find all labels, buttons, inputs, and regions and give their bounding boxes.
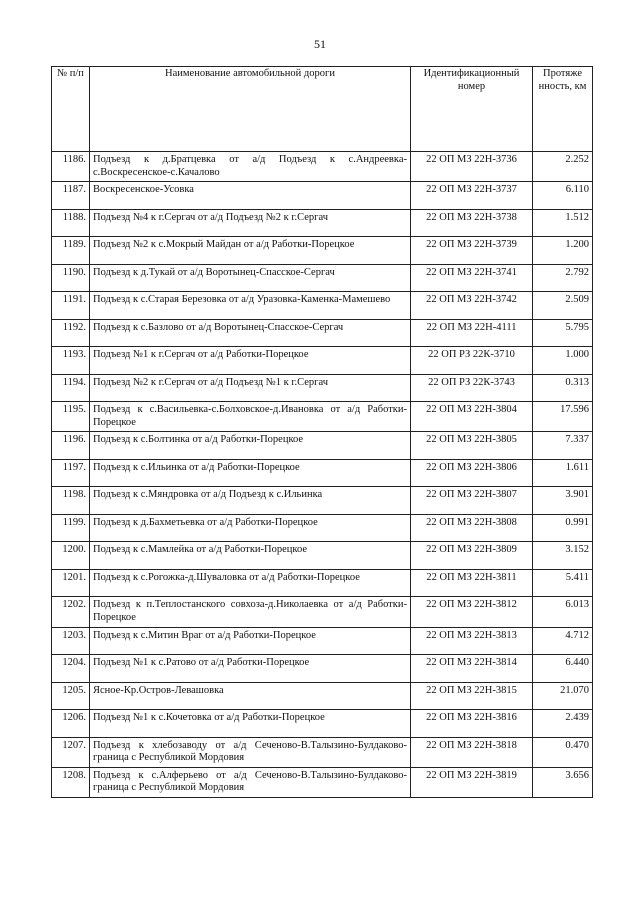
cell-length: 3.901 [533, 487, 593, 515]
cell-road-name: Подъезд к хлебозаводу от а/д Сеченово-В.Талызино-Булдаково-граница с Республикой Мордовия [90, 737, 411, 767]
cell-number: 1202. [52, 597, 90, 627]
cell-number: 1205. [52, 682, 90, 710]
cell-length: 2.252 [533, 152, 593, 182]
table-row [52, 737, 593, 767]
cell-identifier: 22 ОП МЗ 22Н-3806 [411, 459, 533, 487]
cell-road-name: Подъезд к с.Алферьево от а/д Сеченово-В.Талызино-Булдаково-граница с Республикой Мордовия [90, 767, 411, 797]
cell-road-name: Подъезд №1 к с.Кочетовка от а/д Работки-Порецкое [90, 710, 411, 738]
cell-identifier: 22 ОП МЗ 22Н-3741 [411, 264, 533, 292]
cell-identifier: 22 ОП МЗ 22Н-3815 [411, 682, 533, 710]
cell-road-name: Ясное-Кр.Остров-Левашовка [90, 682, 411, 710]
cell-identifier: 22 ОП МЗ 22Н-3818 [411, 737, 533, 767]
table-row [52, 767, 593, 797]
cell-number: 1206. [52, 710, 90, 738]
cell-number: 1187. [52, 182, 90, 210]
cell-identifier: 22 ОП МЗ 22Н-3811 [411, 569, 533, 597]
cell-identifier: 22 ОП МЗ 22Н-3742 [411, 292, 533, 320]
cell-identifier: 22 ОП МЗ 22Н-3819 [411, 767, 533, 797]
table-row [52, 374, 593, 402]
cell-length: 17.596 [533, 402, 593, 432]
cell-road-name: Подъезд к с.Старая Березовка от а/д Уразовка-Каменка-Мамешево [90, 292, 411, 320]
cell-length: 7.337 [533, 432, 593, 460]
cell-number: 1190. [52, 264, 90, 292]
cell-number: 1189. [52, 237, 90, 265]
cell-road-name: Подъезд к п.Теплостанского совхоза-д.Николаевка от а/д Работки-Порецкое [90, 597, 411, 627]
cell-identifier: 22 ОП МЗ 22Н-3812 [411, 597, 533, 627]
cell-road-name: Подъезд №4 к г.Сергач от а/д Подъезд №2 к г.Сергач [90, 209, 411, 237]
cell-length: 1.611 [533, 459, 593, 487]
cell-identifier: 22 ОП РЗ 22К-3743 [411, 374, 533, 402]
cell-length: 21.070 [533, 682, 593, 710]
cell-road-name: Подъезд к с.Болтинка от а/д Работки-Порецкое [90, 432, 411, 460]
table-row [52, 152, 593, 182]
table-row [52, 514, 593, 542]
cell-length: 1.000 [533, 347, 593, 375]
table-row [52, 655, 593, 683]
table-body [52, 152, 593, 798]
cell-length: 5.411 [533, 569, 593, 597]
table-row [52, 569, 593, 597]
cell-road-name: Подъезд №2 к с.Мокрый Майдан от а/д Работки-Порецкое [90, 237, 411, 265]
table-row [52, 347, 593, 375]
cell-road-name: Подъезд к с.Митин Враг от а/д Работки-Порецкое [90, 627, 411, 655]
cell-number: 1198. [52, 487, 90, 515]
cell-identifier: 22 ОП МЗ 22Н-3809 [411, 542, 533, 570]
page-number: 51 [314, 37, 326, 51]
cell-road-name: Подъезд к с.Ильинка от а/д Работки-Порецкое [90, 459, 411, 487]
cell-length: 0.313 [533, 374, 593, 402]
cell-road-name: Подъезд к с.Васильевка-с.Болховское-д.Ивановка от а/д Работки-Порецкое [90, 402, 411, 432]
table-row [52, 682, 593, 710]
cell-road-name: Подъезд №2 к г.Сергач от а/д Подъезд №1 к г.Сергач [90, 374, 411, 402]
table-row [52, 627, 593, 655]
cell-length: 2.792 [533, 264, 593, 292]
cell-road-name: Подъезд к д.Бахметьевка от а/д Работки-Порецкое [90, 514, 411, 542]
cell-identifier: 22 ОП МЗ 22Н-3736 [411, 152, 533, 182]
cell-road-name: Подъезд к д.Тукай от а/д Воротынец-Спасское-Сергач [90, 264, 411, 292]
cell-length: 6.013 [533, 597, 593, 627]
cell-number: 1192. [52, 319, 90, 347]
table-row [52, 402, 593, 432]
cell-road-name: Подъезд к с.Мяндровка от а/д Подъезд к с.Ильинка [90, 487, 411, 515]
cell-length: 5.795 [533, 319, 593, 347]
cell-road-name: Подъезд к с.Базлово от а/д Воротынец-Спасское-Сергач [90, 319, 411, 347]
cell-length: 3.656 [533, 767, 593, 797]
table-row [52, 432, 593, 460]
table-row [52, 292, 593, 320]
table-row [52, 237, 593, 265]
cell-number: 1186. [52, 152, 90, 182]
table-row [52, 487, 593, 515]
cell-identifier: 22 ОП МЗ 22Н-3813 [411, 627, 533, 655]
roads-table [51, 66, 593, 798]
cell-number: 1194. [52, 374, 90, 402]
cell-length: 6.110 [533, 182, 593, 210]
cell-length: 1.200 [533, 237, 593, 265]
cell-length: 3.152 [533, 542, 593, 570]
table-row [52, 319, 593, 347]
cell-number: 1207. [52, 737, 90, 767]
cell-identifier: 22 ОП МЗ 22Н-3814 [411, 655, 533, 683]
cell-number: 1197. [52, 459, 90, 487]
table-row [52, 459, 593, 487]
table-header-row [52, 67, 593, 152]
cell-length: 1.512 [533, 209, 593, 237]
cell-number: 1196. [52, 432, 90, 460]
cell-number: 1188. [52, 209, 90, 237]
cell-number: 1191. [52, 292, 90, 320]
cell-number: 1195. [52, 402, 90, 432]
cell-identifier: 22 ОП МЗ 22Н-3807 [411, 487, 533, 515]
cell-identifier: 22 ОП МЗ 22Н-3804 [411, 402, 533, 432]
cell-identifier: 22 ОП МЗ 22Н-3738 [411, 209, 533, 237]
table-row [52, 182, 593, 210]
cell-identifier: 22 ОП МЗ 22Н-3816 [411, 710, 533, 738]
header-id: Идентификационный номер [411, 67, 533, 152]
cell-identifier: 22 ОП МЗ 22Н-3805 [411, 432, 533, 460]
cell-identifier: 22 ОП МЗ 22Н-4111 [411, 319, 533, 347]
cell-identifier: 22 ОП МЗ 22Н-3739 [411, 237, 533, 265]
cell-number: 1203. [52, 627, 90, 655]
cell-road-name: Подъезд к д.Братцевка от а/д Подъезд к с.Андреевка-с.Воскресенское-с.Качалово [90, 152, 411, 182]
cell-length: 2.509 [533, 292, 593, 320]
cell-number: 1204. [52, 655, 90, 683]
header-length: Протяже нность, км [533, 67, 593, 152]
cell-length: 2.439 [533, 710, 593, 738]
cell-length: 0.991 [533, 514, 593, 542]
cell-identifier: 22 ОП МЗ 22Н-3737 [411, 182, 533, 210]
cell-road-name: Подъезд к с.Мамлейка от а/д Работки-Порецкое [90, 542, 411, 570]
cell-road-name: Воскресенское-Усовка [90, 182, 411, 210]
table-row [52, 710, 593, 738]
table-row [52, 209, 593, 237]
cell-number: 1208. [52, 767, 90, 797]
cell-identifier: 22 ОП РЗ 22К-3710 [411, 347, 533, 375]
cell-road-name: Подъезд №1 к г.Сергач от а/д Работки-Порецкое [90, 347, 411, 375]
cell-road-name: Подъезд №1 к с.Ратово от а/д Работки-Порецкое [90, 655, 411, 683]
header-name: Наименование автомобильной дороги [90, 67, 411, 152]
table-row [52, 542, 593, 570]
header-num: № п/п [52, 67, 90, 152]
cell-number: 1201. [52, 569, 90, 597]
cell-identifier: 22 ОП МЗ 22Н-3808 [411, 514, 533, 542]
cell-length: 4.712 [533, 627, 593, 655]
table-row [52, 597, 593, 627]
cell-number: 1199. [52, 514, 90, 542]
cell-number: 1200. [52, 542, 90, 570]
cell-road-name: Подъезд к с.Рогожка-д.Шуваловка от а/д Работки-Порецкое [90, 569, 411, 597]
cell-number: 1193. [52, 347, 90, 375]
cell-length: 6.440 [533, 655, 593, 683]
cell-length: 0.470 [533, 737, 593, 767]
table-row [52, 264, 593, 292]
